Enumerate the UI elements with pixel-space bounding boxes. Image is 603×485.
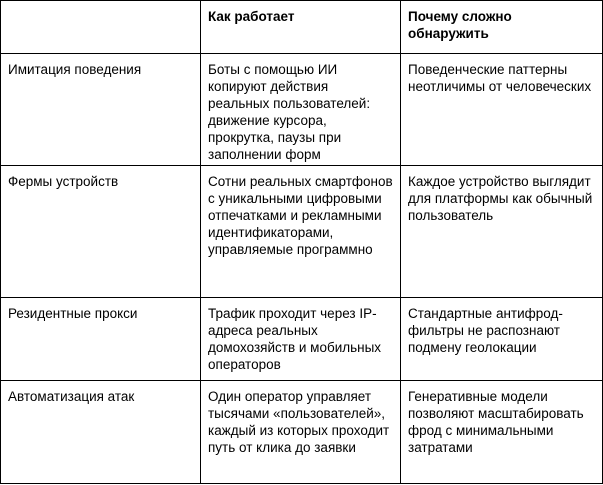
how-cell: Трафик проходит через IP-адреса реальных домохозяйств и мобильных операторов — [201, 298, 401, 381]
table-row — [1, 381, 603, 484]
method-cell: Имитация поведения — [1, 54, 201, 166]
why-cell: Генеративные модели позволяют масштабировать фрод с минимальными затратами — [401, 381, 603, 484]
header-cell-method — [1, 1, 201, 54]
header-cell-how: Как работает — [201, 1, 401, 54]
table-row — [1, 54, 603, 166]
how-cell: Боты с помощью ИИ копируют действия реальных пользователей: движение курсора, прокрутка, паузы при заполнении форм — [201, 54, 401, 166]
why-cell: Поведенческие паттерны неотличимы от человеческих — [401, 54, 603, 166]
table-row — [1, 166, 603, 298]
why-cell: Стандартные антифрод-фильтры не распознают подмену геолокации — [401, 298, 603, 381]
method-cell: Резидентные прокси — [1, 298, 201, 381]
how-cell: Сотни реальных смартфонов с уникальными цифровыми отпечатками и рекламными идентификаторами, управляемые программно — [201, 166, 401, 298]
header-cell-why: Почему сложно обнаружить — [401, 1, 603, 54]
method-cell: Фермы устройств — [1, 166, 201, 298]
why-cell: Каждое устройство выглядит для платформы как обычный пользователь — [401, 166, 603, 298]
table-header-row — [1, 1, 603, 54]
table-row — [1, 298, 603, 381]
method-cell: Автоматизация атак — [1, 381, 201, 484]
how-cell: Один оператор управляет тысячами «пользователей», каждый из которых проходит путь от клика до заявки — [201, 381, 401, 484]
